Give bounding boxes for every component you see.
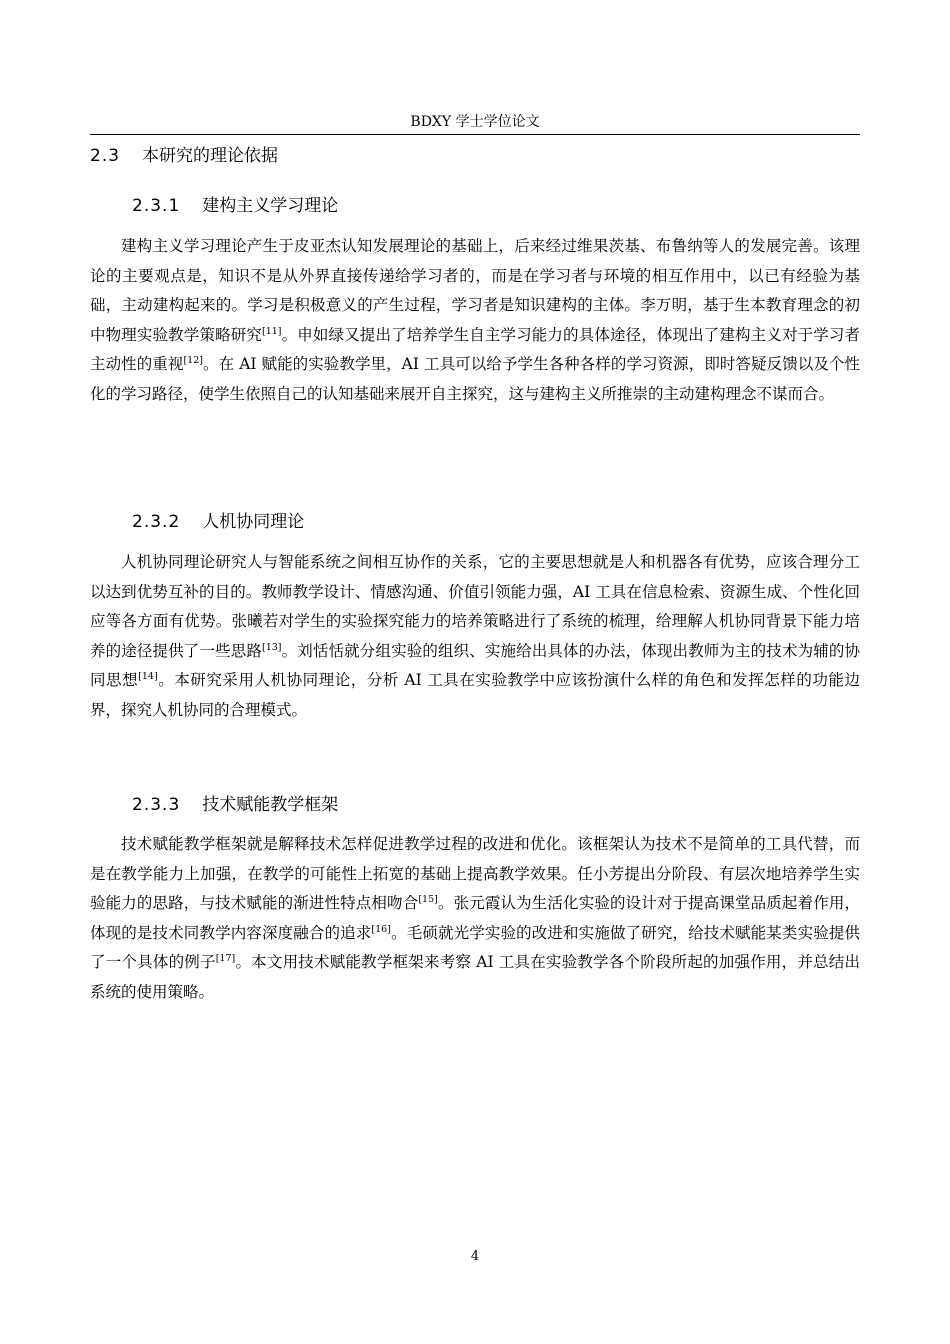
paragraph-tech-empowerment (90, 830, 860, 1007)
citation-mark: [14] (138, 670, 158, 682)
citation-mark: [11] (261, 325, 282, 337)
running-head: BDXY 学士学位论文 (410, 114, 540, 130)
page-number: 4 (470, 1249, 480, 1264)
subsection-heading (132, 195, 338, 217)
text-run: 。张元霞认为生活化实验的设计对于提高课堂品质起着作用，体现的是技术同教学内容深度融合的追求 (90, 894, 860, 942)
text-run: 。毛硕就光学实验的改进和实施做了研究，给技术赋能某类实验提供了一个具体的例子 (90, 923, 860, 971)
subsection-number: 2.3.1 (132, 196, 181, 216)
text-run: 。刘恬恬就分组实验的组织、实施给出具体的办法，体现出教师为主的技术为辅的协同思想 (90, 641, 860, 689)
paragraph-constructivism (90, 232, 860, 409)
text-run: 。申如绿又提出了培养学生自主学习能力的具体途径，体现出了建构主义对于学习者主动性的重视 (90, 325, 860, 373)
subsection-heading (132, 794, 338, 816)
section-number: 2.3 (90, 146, 121, 166)
subsection-title: 技术赋能教学框架 (202, 795, 339, 815)
subsection-heading (132, 511, 304, 533)
text-run: 。本研究采用人机协同理论，分析 AI 工具在实验教学中应该扮演什么样的角色和发挥怎样的功能边界，探究人机协同的合理模式。 (90, 671, 860, 719)
citation-mark: [13] (261, 641, 282, 653)
text-run: 。在 AI 赋能的实验教学里，AI 工具可以给予学生各种各样的学习资源，即时答疑反馈以及个性化的学习路径，使学生依照自己的认知基础来展开自主探究，这与建构主义所推崇的主动建构理念不谋而合。 (90, 355, 860, 403)
citation-mark: [15] (418, 893, 438, 905)
subsection-number: 2.3.3 (132, 795, 181, 815)
section-heading (90, 145, 278, 167)
text-run: 技术赋能教学框架就是解释技术怎样促进教学过程的改进和优化。该框架认为技术不是简单的工具代替，而是在教学能力上加强，在教学的可能性上拓宽的基础上提高教学效果。任小芳提出分阶段、有层次地培养学生实验能力的思路，与技术赋能的渐进性特点相吻合 (90, 835, 860, 912)
text-run: 人机协同理论研究人与智能系统之间相互协作的关系，它的主要思想就是人和机器各有优势，应该合理分工以达到优势互补的目的。教师教学设计、情感沟通、价值引领能力强，AI 工具在信息检索、资源生成、个性化回应等各方面有优势。张曦若对学生的实验探究能力的培养策略进行了系统的梳理，给理解人机协同背景下能力培养的途径提供了一些思路 (90, 553, 860, 660)
citation-mark: [17] (215, 952, 236, 964)
citation-mark: [12] (183, 354, 203, 366)
subsection-title: 人机协同理论 (202, 512, 305, 532)
paragraph-human-machine (90, 548, 860, 725)
section-title: 本研究的理论依据 (142, 146, 279, 166)
text-run: 建构主义学习理论产生于皮亚杰认知发展理论的基础上，后来经过维果茨基、布鲁纳等人的发展完善。该理论的主要观点是，知识不是从外界直接传递给学习者的，而是在学习者与环境的相互作用中，以已有经验为基础，主动建构起来的。学习是积极意义的产生过程，学习者是知识建构的主体。李万明，基于生本教育理念的初中物理实验教学策略研究 (90, 237, 860, 344)
text-run: 。本文用技术赋能教学框架来考察 AI 工具在实验教学各个阶段所起的加强作用，并总结出系统的使用策略。 (90, 953, 860, 1001)
header-rule (90, 134, 860, 135)
citation-mark: [16] (371, 923, 391, 935)
subsection-title: 建构主义学习理论 (202, 196, 339, 216)
subsection-number: 2.3.2 (132, 512, 181, 532)
